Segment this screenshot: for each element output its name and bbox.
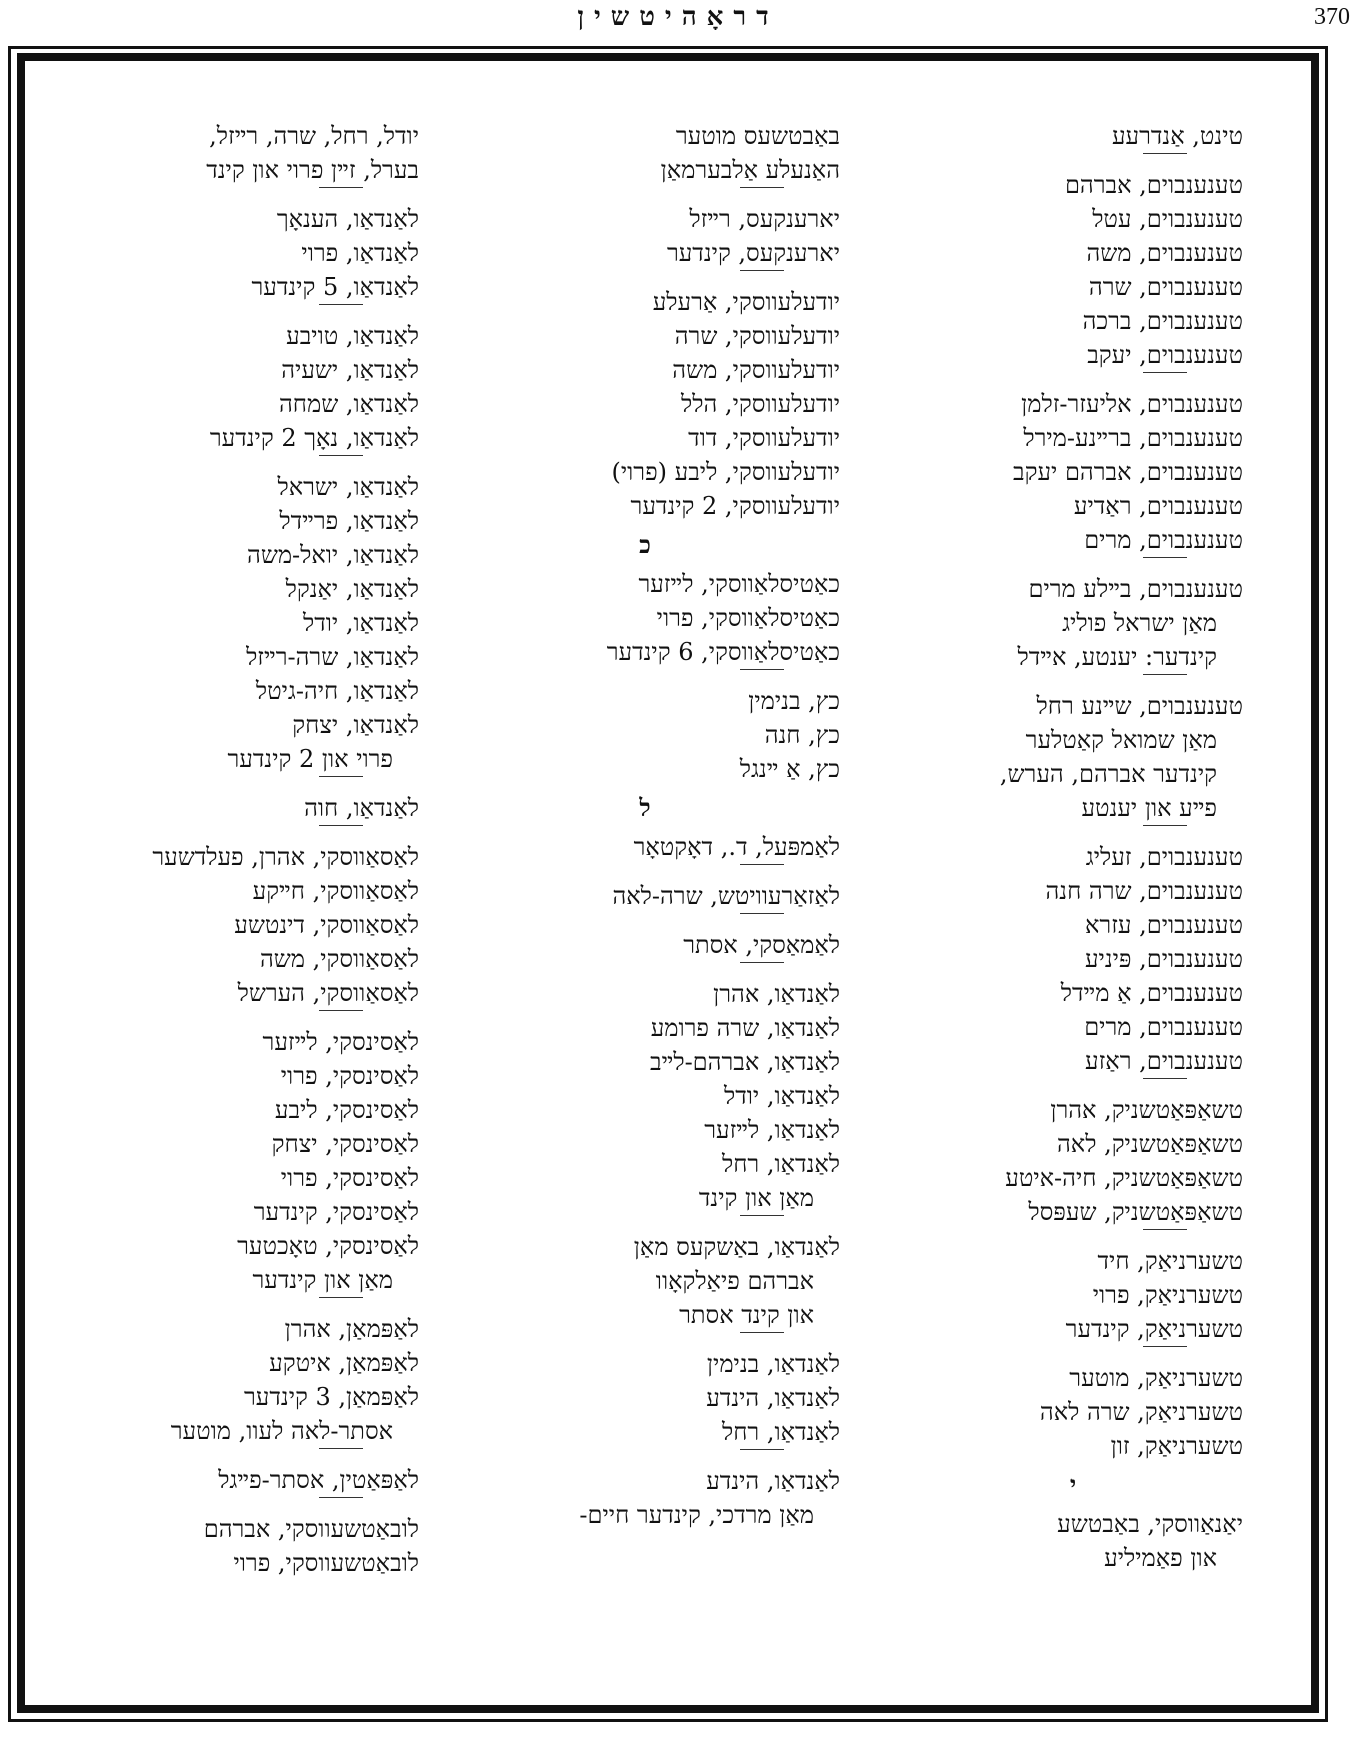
separator-rule: [1143, 1078, 1187, 1093]
page-frame: [8, 46, 1328, 1722]
name-entry: טענענבוים, שרה חנה: [1045, 877, 1243, 905]
name-entry: לאַסינסקי, קינדער: [253, 1198, 419, 1226]
name-entry: טשאַפּאַטשניק, אהרן: [1050, 1096, 1243, 1124]
name-entry: לובאַטשעווסקי, פרוי: [233, 1549, 419, 1577]
name-columns: [11, 119, 1325, 1719]
name-entry: טשאַפּאַטשניק, חיה-איטע: [1005, 1164, 1243, 1192]
separator-rule: [740, 1332, 784, 1347]
separator-rule: [1143, 372, 1187, 387]
name-entry: לאַנדאַו, נאָך 2 קינדער: [209, 424, 419, 452]
name-entry: טענענבוים, זעליג: [1085, 843, 1243, 871]
name-entry: טענענבוים, אַ מײדל: [1060, 979, 1243, 1007]
name-entry: לאַנדאַו, ישעיה: [281, 356, 419, 384]
name-entry: לאַנדאַו, שמחה: [278, 390, 419, 418]
name-entry: לאַסינסקי, לײזער: [262, 1028, 419, 1056]
name-entry: יודעלעווסקי, הלל: [681, 390, 840, 418]
name-entry: טענענבוים, עזרא: [1085, 911, 1243, 939]
name-entry: לאַנדאַו, חוה: [304, 794, 419, 822]
entry-continuation: און פאַמיליע: [1104, 1544, 1217, 1572]
entry-continuation: מאַן שמואל קאַטלער: [1025, 726, 1217, 754]
name-entry: בערל, זײן פרוי און קינד: [206, 156, 419, 184]
separator-rule: [319, 187, 363, 202]
name-entry: טענענבוים, שײנע רחל: [1036, 692, 1243, 720]
column-right: [903, 119, 1243, 1575]
name-entry: לאַפּאַטין, אסתר-פײגל: [218, 1466, 419, 1494]
separator-rule: [319, 304, 363, 319]
name-entry: טשערניאַק, פרוי: [1092, 1281, 1243, 1309]
name-entry: יודל, רחל, שרה, רײזל,: [209, 122, 419, 150]
name-entry: יודעלעווסקי, אַרעלע: [652, 288, 840, 316]
separator-rule: [319, 1297, 363, 1312]
separator-rule: [1143, 1229, 1187, 1244]
name-entry: לאַנדאַו, 5 קינדער: [251, 273, 419, 301]
name-entry: טענענבוים, שרה: [1088, 273, 1243, 301]
name-entry: טשערניאַק, קינדער: [1065, 1315, 1243, 1343]
name-entry: לאַזאַרעוויטש, שרה-לאה: [612, 882, 840, 910]
name-entry: לאַסינסקי, יצחק: [271, 1130, 419, 1158]
separator-rule: [1143, 674, 1187, 689]
entry-continuation: מאַן ישראל פוליג: [1062, 609, 1217, 637]
name-entry: לאַנדאַו, טויבע: [286, 322, 419, 350]
name-entry: באַבטשעס מוטער: [675, 122, 840, 150]
name-entry: כאַטיסלאַווסקי, לײזער: [638, 570, 840, 598]
column-middle: [450, 119, 840, 1532]
name-entry: טינט, אַנדרעע: [1111, 122, 1243, 150]
entry-continuation: מאַן און קינד: [698, 1184, 814, 1212]
name-entry: לאַסאַווסקי, דינטשע: [234, 911, 419, 939]
separator-rule: [319, 1448, 363, 1463]
separator-rule: [740, 1215, 784, 1230]
name-entry: כאַטיסלאַווסקי, פרוי: [656, 604, 840, 632]
name-entry: טשערניאַק, חיד: [1097, 1247, 1243, 1275]
name-entry: כץ, חנה: [764, 721, 840, 749]
name-entry: לאַנדאַו, חיה-גיטל: [255, 677, 419, 705]
name-entry: לאַנדאַו, לײזער: [704, 1116, 840, 1144]
entry-continuation: אברהם פיאַלקאָוו: [655, 1267, 814, 1295]
name-entry: לאַנדאַו, אהרן: [713, 980, 840, 1008]
separator-rule: [1143, 153, 1187, 168]
separator-rule: [740, 1449, 784, 1464]
name-entry: טענענבוים, אברהם יעקב: [1013, 458, 1243, 486]
separator-rule: [740, 962, 784, 977]
name-entry: לובאַטשעווסקי, אברהם: [203, 1515, 419, 1543]
name-entry: לאַנדאַו, יאַנקל: [285, 575, 419, 603]
running-title: דראָהיטשין: [577, 2, 779, 32]
name-entry: כאַטיסלאַווסקי, 6 קינדער: [606, 638, 840, 666]
name-entry: טענענבוים, יעקב: [1087, 341, 1243, 369]
name-entry: טשאַפּאַטשניק, לאה: [1057, 1130, 1243, 1158]
name-entry: טענענבוים, משה: [1086, 239, 1243, 267]
name-entry: לאַפּמאַן, 3 קינדער: [244, 1383, 419, 1411]
name-entry: לאַסאַווסקי, אהרן, פעלדשער: [152, 843, 419, 871]
entry-continuation: קינדער אברהם, הערש,: [999, 760, 1217, 788]
section-letter: ל: [639, 793, 651, 822]
name-entry: לאַנדאַו, רחל: [722, 1418, 840, 1446]
name-entry: לאַנדאַו, הינדע: [706, 1467, 840, 1495]
column-left: [29, 119, 419, 1580]
separator-rule: [740, 669, 784, 684]
name-entry: לאַמאַסקי, אסתר: [683, 931, 840, 959]
separator-rule: [319, 776, 363, 791]
name-entry: לאַנדאַו, יואל-משה: [247, 541, 419, 569]
separator-rule: [1143, 825, 1187, 840]
name-entry: יאַנאַווסקי, באַבטשע: [1057, 1510, 1243, 1538]
entry-continuation: פרוי און 2 קינדער: [227, 745, 393, 773]
name-entry: יודעלעווסקי, 2 קינדער: [630, 492, 840, 520]
name-entry: טענענבוים, ברכה: [1082, 307, 1243, 335]
name-entry: לאַפּמאַן, איטקע: [269, 1349, 419, 1377]
name-entry: לאַנדאַו, פרײדל: [279, 507, 419, 535]
page-header: [0, 0, 1356, 40]
entry-continuation: פײע און יענטע: [1081, 794, 1217, 822]
name-entry: טשערניאַק, שרה לאה: [1039, 1398, 1243, 1426]
entry-continuation: מאַן מרדכי, קינדער חיים-: [579, 1501, 814, 1529]
name-entry: לאַנדאַו, באַשקעס מאַן: [633, 1233, 840, 1261]
name-entry: לאַנדאַו, יודל: [303, 609, 419, 637]
name-entry: טענענבוים, פּיניע: [1084, 945, 1243, 973]
separator-rule: [740, 270, 784, 285]
name-entry: טענענבוים, ראַדיע: [1073, 492, 1243, 520]
name-entry: טענענבוים, אליעזר-זלמן: [1021, 390, 1243, 418]
name-entry: לאַסאַווסקי, משה: [259, 945, 419, 973]
name-entry: לאַנדאַו, שרה-רײזל: [246, 643, 419, 671]
entry-continuation: מאַן און קינדער: [252, 1266, 393, 1294]
name-entry: טענענבוים, מרים: [1084, 1013, 1243, 1041]
separator-rule: [740, 864, 784, 879]
name-entry: יודעלעווסקי, דוד: [688, 424, 840, 452]
name-entry: לאַנדאַו, פרוי: [301, 239, 419, 267]
name-entry: לאַנדאַו, ישראל: [277, 473, 419, 501]
separator-rule: [1143, 557, 1187, 572]
name-entry: לאַפּמאַן, אהרן: [284, 1315, 419, 1343]
name-entry: האַנעלע אַלבערמאַן: [660, 156, 840, 184]
name-entry: טשערניאַק, מוטער: [1069, 1364, 1243, 1392]
name-entry: טענענבוים, מרים: [1084, 526, 1243, 554]
separator-rule: [1143, 1346, 1187, 1361]
name-entry: טענענבוים, ברײנע-מירל: [1023, 424, 1243, 452]
name-entry: טענענבוים, עטל: [1092, 205, 1243, 233]
separator-rule: [319, 455, 363, 470]
entry-continuation: און קינד אסתר: [679, 1301, 814, 1329]
section-letter: י: [1069, 1470, 1077, 1499]
separator-rule: [319, 825, 363, 840]
name-entry: יארענקעס, רײזל: [689, 205, 840, 233]
name-entry: לאַנדאַו, יודל: [724, 1082, 840, 1110]
separator-rule: [740, 913, 784, 928]
section-letter: כ: [639, 530, 651, 559]
name-entry: טענענבוים, אברהם: [1064, 171, 1243, 199]
name-entry: כץ, בנימין: [748, 687, 840, 715]
name-entry: כץ, אַ ײנגל: [739, 755, 840, 783]
name-entry: טענענבוים, בײלע מרים: [1028, 575, 1243, 603]
separator-rule: [319, 1497, 363, 1512]
name-entry: לאַנדאַו, יצחק: [292, 711, 419, 739]
name-entry: יודעלעווסקי, ליבע (פרוי): [611, 458, 840, 486]
name-entry: טשערניאַק, זון: [1110, 1432, 1243, 1460]
name-entry: לאַסינסקי, פרוי: [280, 1062, 419, 1090]
name-entry: לאַנדאַו, אברהם-לײב: [650, 1048, 840, 1076]
name-entry: טענענבוים, ראַזע: [1085, 1047, 1243, 1075]
name-entry: לאַנדאַו, שרה פרומע: [650, 1014, 840, 1042]
name-entry: יודעלעווסקי, משה: [672, 356, 840, 384]
separator-rule: [740, 187, 784, 202]
name-entry: לאַנדאַו, הינדע: [706, 1384, 840, 1412]
name-entry: לאַסאַווסקי, חײקע: [252, 877, 419, 905]
page-number: 370: [1314, 4, 1350, 30]
name-entry: לאַסינסקי, טאָכטער: [237, 1232, 419, 1260]
name-entry: לאַסאַווסקי, הערשל: [237, 979, 419, 1007]
name-entry: לאַנדאַו, רחל: [722, 1150, 840, 1178]
name-entry: טשאַפּאַטשניק, שעפּסל: [1028, 1198, 1243, 1226]
name-entry: לאַסינסקי, ליבע: [274, 1096, 419, 1124]
name-entry: לאַנדאַו, בנימין: [706, 1350, 840, 1378]
entry-continuation: קינדער: יענטע, אײדל: [1017, 643, 1217, 671]
name-entry: יארענקעס, קינדער: [666, 239, 840, 267]
name-entry: לאַנדאַו, הענאָך: [276, 205, 419, 233]
name-entry: לאַסינסקי, פרוי: [280, 1164, 419, 1192]
name-entry: לאַמפּעל, ד., דאָקטאָר: [633, 833, 840, 861]
name-entry: יודעלעווסקי, שרה: [674, 322, 840, 350]
separator-rule: [319, 1010, 363, 1025]
entry-continuation: אסתר-לאה לעוו, מוטער: [170, 1417, 393, 1445]
